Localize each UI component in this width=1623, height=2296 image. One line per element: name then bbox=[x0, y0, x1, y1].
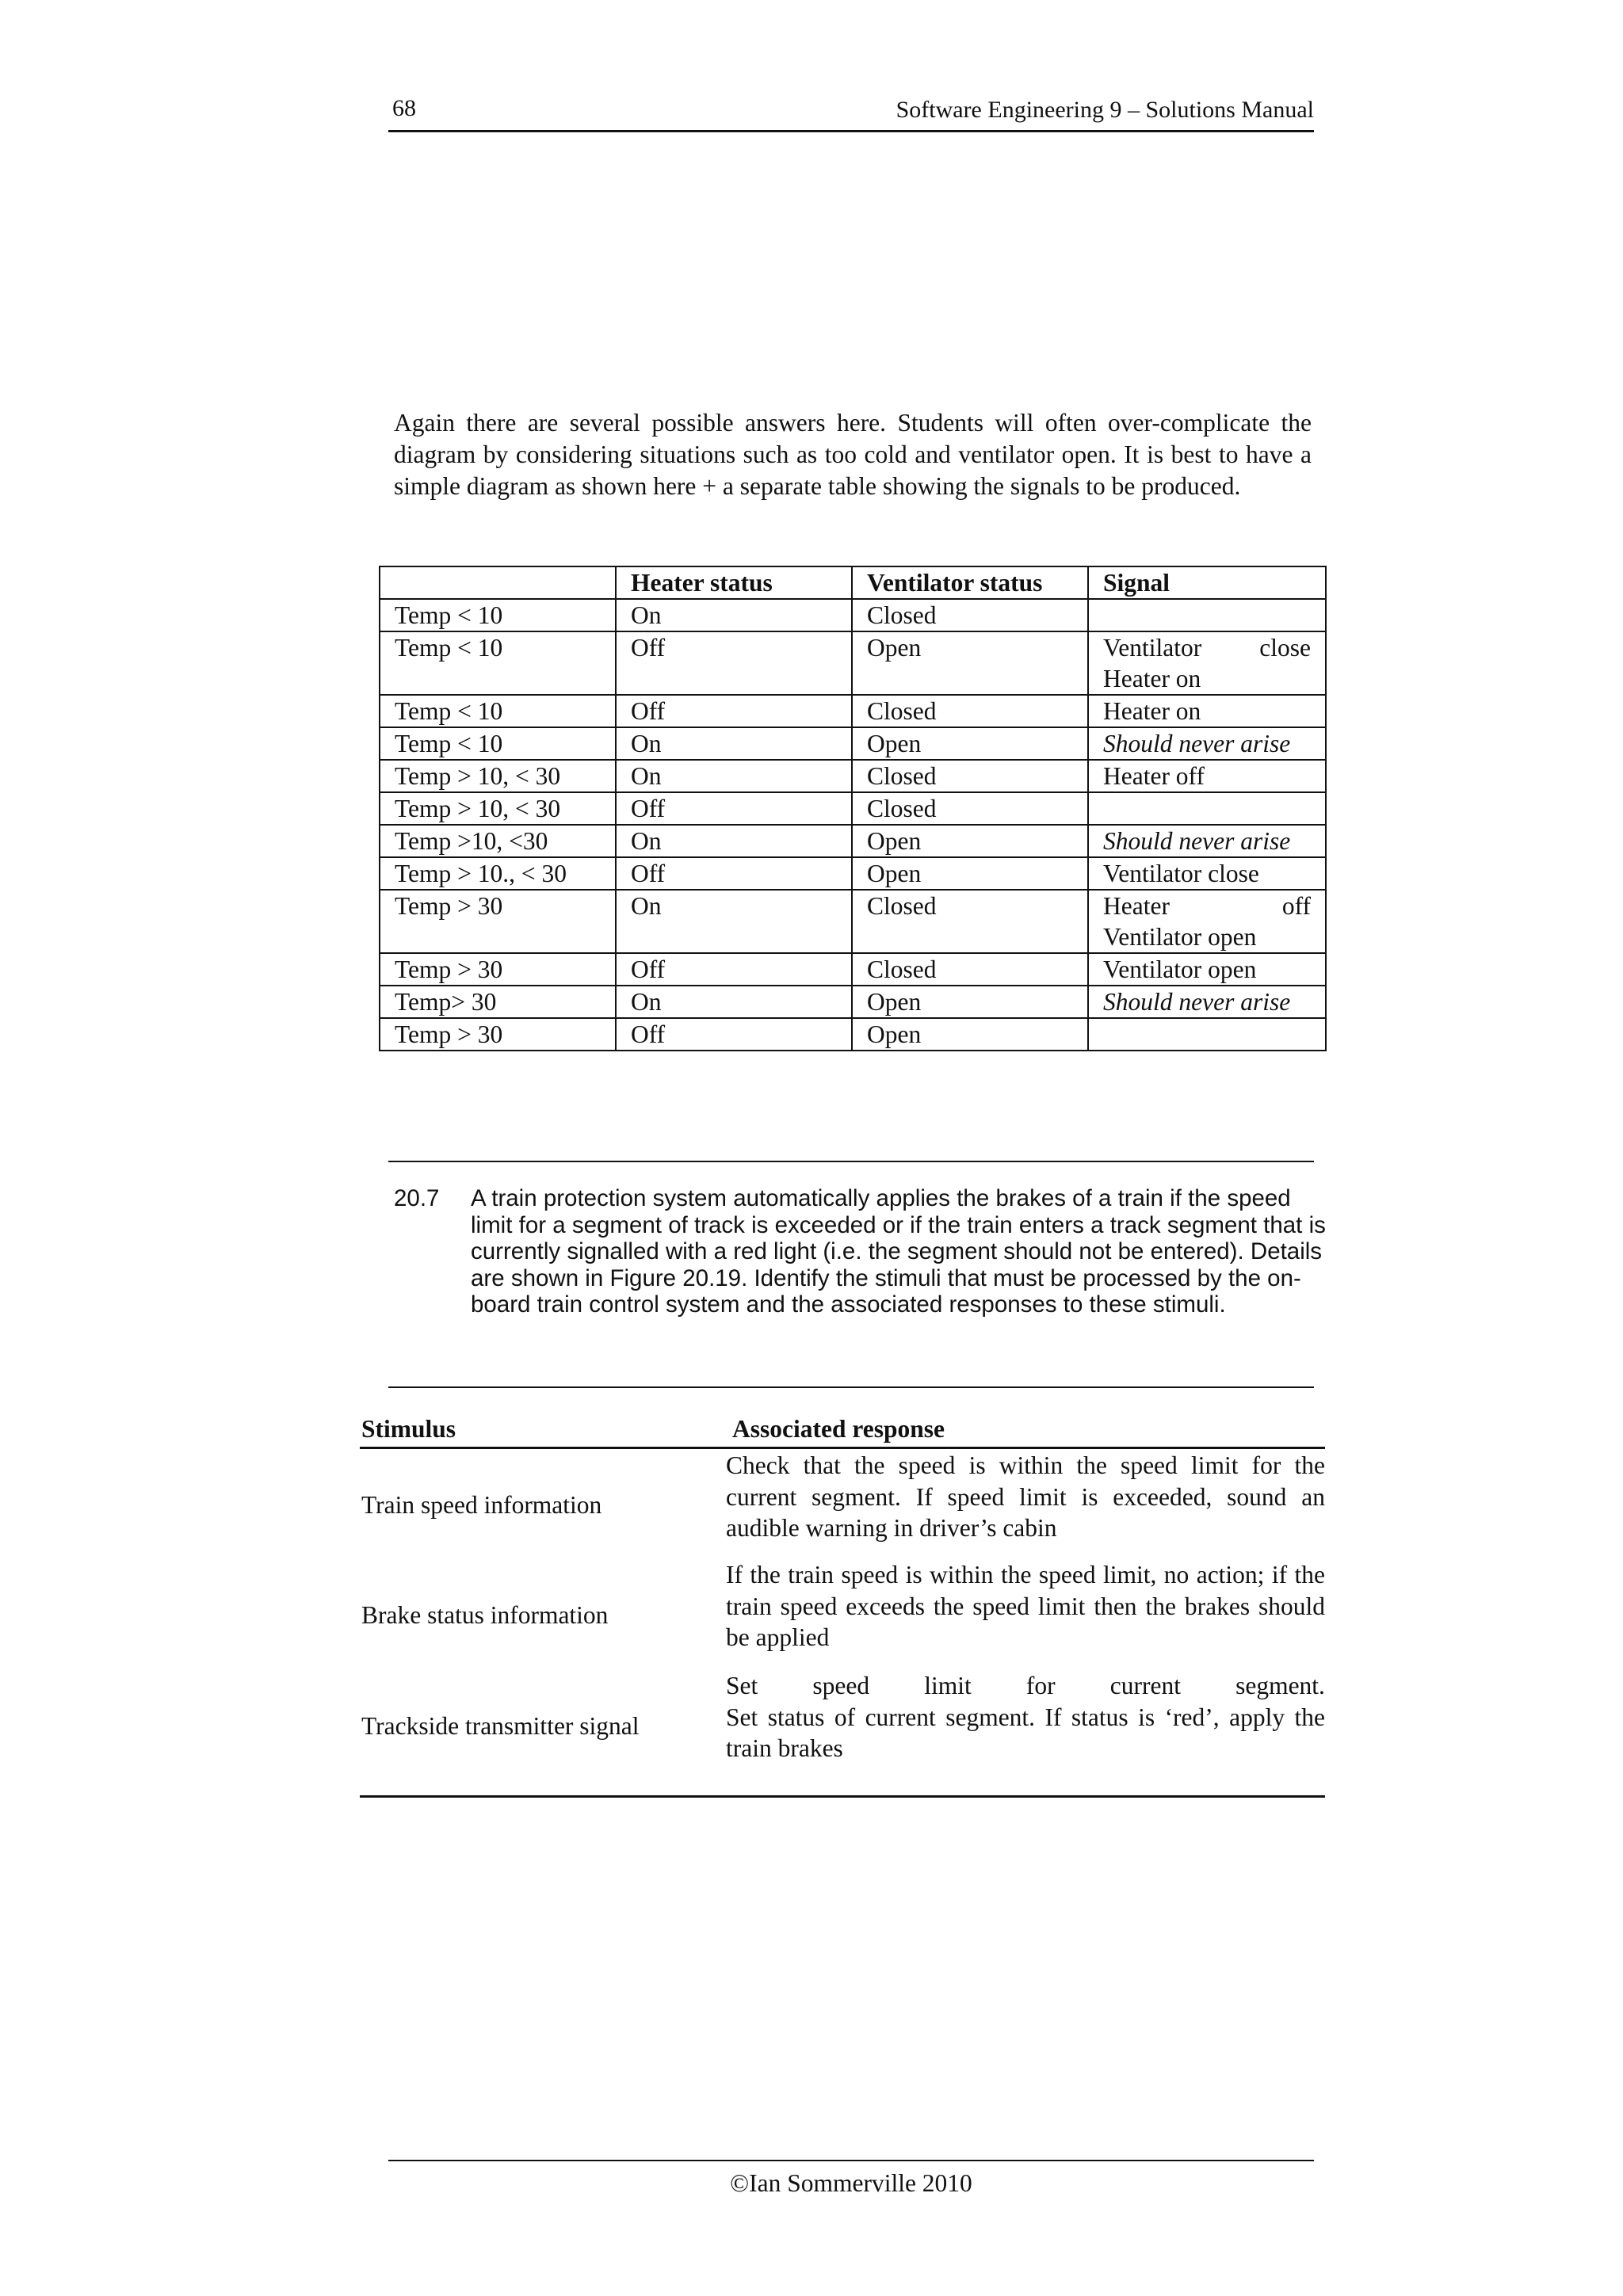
page-number: 68 bbox=[392, 95, 416, 121]
ventilator-cell: Closed bbox=[852, 890, 1088, 953]
signal-cell: Heater off bbox=[1088, 760, 1326, 792]
signal-cell: Ventilator open bbox=[1088, 953, 1326, 986]
temp-cell: Temp < 10 bbox=[380, 695, 616, 727]
header-cell-signal: Signal bbox=[1088, 566, 1326, 599]
response-line: Set status of current segment. If status is ‘red’, apply the train brakes bbox=[726, 1703, 1325, 1762]
temp-cell: Temp < 10 bbox=[380, 599, 616, 631]
copyright-footer: ©Ian Sommerville 2010 bbox=[730, 2169, 972, 2197]
ventilator-cell: Open bbox=[852, 1018, 1088, 1051]
intro-paragraph: Again there are several possible answers here. Students will often over-complicate the diagram by considering situations such as too cold and ventilator open. It is best to have a simple diagram as shown here + a separate table showing the signals to be produced. bbox=[394, 409, 1312, 500]
heater-cell: Off bbox=[616, 631, 852, 695]
temp-cell: Temp < 10 bbox=[380, 727, 616, 760]
table-row bbox=[380, 857, 1326, 890]
signal-cell bbox=[1088, 631, 1326, 695]
signal-cell bbox=[1088, 1018, 1326, 1051]
running-title: Software Engineering 9 – Solutions Manual bbox=[896, 97, 1314, 123]
ventilator-cell: Closed bbox=[852, 760, 1088, 792]
question-number: 20.7 bbox=[394, 1185, 440, 1211]
signal-cell bbox=[1088, 599, 1326, 631]
heater-cell: Off bbox=[616, 695, 852, 727]
table-row bbox=[380, 727, 1326, 760]
stimulus-cell: Train speed information bbox=[361, 1491, 602, 1519]
temp-cell: Temp < 10 bbox=[380, 631, 616, 695]
temp-cell: Temp > 30 bbox=[380, 953, 616, 986]
signal-word: Ventilator bbox=[1103, 634, 1202, 662]
status-table bbox=[379, 566, 1327, 1051]
response-word: segment. bbox=[1235, 1672, 1325, 1699]
response-header: Associated response bbox=[732, 1415, 945, 1443]
response-word: limit bbox=[924, 1672, 972, 1699]
heater-cell: On bbox=[616, 890, 852, 953]
table-row bbox=[380, 953, 1326, 986]
stimulus-header-rule bbox=[360, 1447, 1325, 1449]
heater-cell: On bbox=[616, 760, 852, 792]
status-table-header-row bbox=[380, 566, 1326, 599]
stimulus-cell: Brake status information bbox=[361, 1601, 609, 1629]
temp-cell: Temp > 30 bbox=[380, 1018, 616, 1051]
header-cell-temp bbox=[380, 566, 616, 599]
table-row bbox=[380, 986, 1326, 1018]
table-row bbox=[380, 825, 1326, 857]
response-cell: If the train speed is within the speed limit, no action; if the train speed exceeds the speed limit then the brakes should be applied bbox=[726, 1561, 1325, 1651]
heater-cell: Off bbox=[616, 1018, 852, 1051]
ventilator-cell: Closed bbox=[852, 599, 1088, 631]
ventilator-cell: Open bbox=[852, 727, 1088, 760]
response-word: current bbox=[1109, 1672, 1181, 1699]
header-cell-ventilator: Ventilator status bbox=[852, 566, 1088, 599]
header-rule bbox=[388, 130, 1314, 132]
stimulus-cell: Trackside transmitter signal bbox=[361, 1712, 640, 1740]
signal-line: Ventilator open bbox=[1103, 923, 1257, 951]
ventilator-cell: Closed bbox=[852, 695, 1088, 727]
question-top-rule bbox=[388, 1161, 1314, 1162]
heater-cell: On bbox=[616, 986, 852, 1018]
header-cell-heater: Heater status bbox=[616, 566, 852, 599]
ventilator-cell: Open bbox=[852, 825, 1088, 857]
heater-cell: Off bbox=[616, 792, 852, 825]
table-row bbox=[380, 760, 1326, 792]
heater-cell: On bbox=[616, 727, 852, 760]
question-text: A train protection system automatically applies the brakes of a train if the speed limit for a segment of track is exceeded or if the train enters a track segment that is currently signalled with a red light (i.e. the segment should not be entered). Details are shown in Figure 20.19. Identify the stimuli that must be processed by the on-board train control system and the associated responses to these stimuli. bbox=[471, 1185, 1326, 1318]
question-bottom-rule bbox=[388, 1386, 1314, 1388]
table-row bbox=[380, 890, 1326, 953]
signal-cell: Should never arise bbox=[1088, 825, 1326, 857]
signal-cell: Ventilator close bbox=[1088, 857, 1326, 890]
temp-cell: Temp >10, <30 bbox=[380, 825, 616, 857]
signal-cell bbox=[1088, 890, 1326, 953]
table-row bbox=[380, 631, 1326, 695]
signal-cell: Should never arise bbox=[1088, 727, 1326, 760]
response-line bbox=[726, 1670, 1325, 1702]
ventilator-cell: Open bbox=[852, 857, 1088, 890]
signal-line: Heater on bbox=[1103, 665, 1201, 692]
table-row bbox=[380, 599, 1326, 631]
signal-cell: Heater on bbox=[1088, 695, 1326, 727]
stimulus-table-bottom-rule bbox=[360, 1795, 1325, 1798]
ventilator-cell: Closed bbox=[852, 953, 1088, 986]
temp-cell: Temp > 30 bbox=[380, 890, 616, 953]
ventilator-cell: Open bbox=[852, 986, 1088, 1018]
table-row bbox=[380, 695, 1326, 727]
temp-cell: Temp> 30 bbox=[380, 986, 616, 1018]
response-cell: Check that the speed is within the speed limit for the current segment. If speed limit is exceeded, sound an audible warning in driver’s cabin bbox=[726, 1451, 1325, 1542]
ventilator-cell: Closed bbox=[852, 792, 1088, 825]
signal-cell bbox=[1088, 792, 1326, 825]
temp-cell: Temp > 10, < 30 bbox=[380, 760, 616, 792]
temp-cell: Temp > 10, < 30 bbox=[380, 792, 616, 825]
heater-cell: Off bbox=[616, 953, 852, 986]
response-word: for bbox=[1025, 1672, 1056, 1699]
heater-cell: On bbox=[616, 825, 852, 857]
signal-word: Heater bbox=[1103, 892, 1170, 920]
response-cell bbox=[726, 1670, 1325, 1764]
table-row bbox=[380, 792, 1326, 825]
signal-word: close bbox=[1259, 634, 1311, 662]
response-word: Set bbox=[726, 1672, 758, 1699]
stimulus-header: Stimulus bbox=[361, 1415, 456, 1443]
heater-cell: On bbox=[616, 599, 852, 631]
signal-cell: Should never arise bbox=[1088, 986, 1326, 1018]
temp-cell: Temp > 10., < 30 bbox=[380, 857, 616, 890]
table-row bbox=[380, 1018, 1326, 1051]
signal-line bbox=[1103, 891, 1311, 921]
heater-cell: Off bbox=[616, 857, 852, 890]
signal-word: off bbox=[1281, 892, 1311, 920]
response-word: speed bbox=[812, 1672, 870, 1699]
ventilator-cell: Open bbox=[852, 631, 1088, 695]
footer-rule bbox=[388, 2160, 1314, 2161]
signal-line bbox=[1103, 632, 1311, 663]
